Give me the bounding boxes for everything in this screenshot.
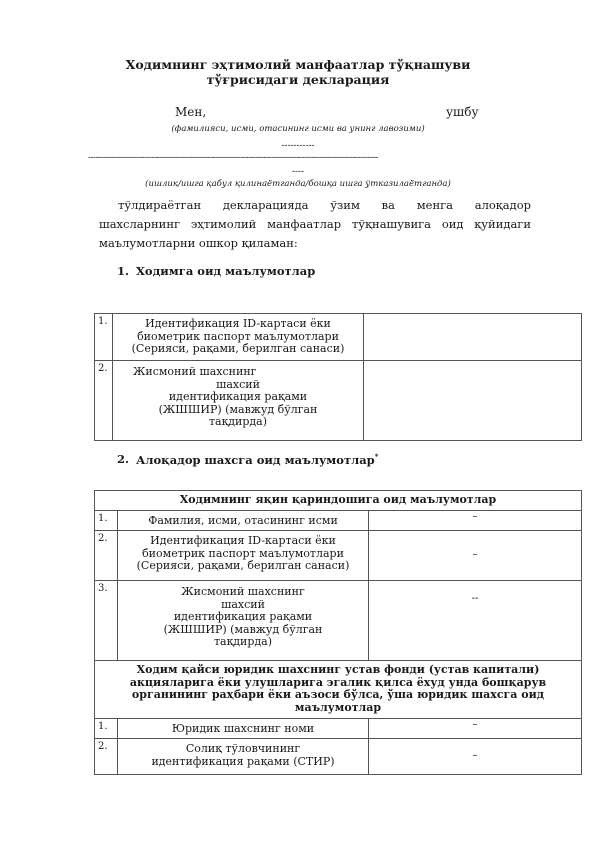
- row-number: 1.: [98, 316, 108, 327]
- cell-text: Жисмоний шахснинг: [133, 365, 257, 378]
- cell-text: Идентификация ID-картаси ёки: [145, 317, 331, 330]
- section1-number: 1.: [117, 264, 130, 278]
- table-row: [95, 739, 582, 775]
- cell-text: тақдирда): [208, 415, 268, 428]
- table-row: [95, 361, 582, 441]
- employee-info-table: [94, 313, 582, 441]
- cell-text: биометрик паспорт маълумотлари: [137, 329, 339, 343]
- paragraph-line1: тўлдираётган декларацияда ўзим ва менга алоқадор: [118, 198, 531, 212]
- legal-entity-header: Ходим қайси юридик шахснинг устав фонди (устав капитали) акцияларига ёки улушларига эгалик қилса ёхуд унда бошқарув органининг раҳбари ёки аъзоси бўлса, ўша юридик шахсга оид маълумотлар: [95, 661, 582, 719]
- paragraph-line2: шахсларнинг эҳтимолий манфаатлар тўқнашувига оид қуйидаги: [99, 217, 531, 231]
- row-number: 2.: [98, 363, 108, 374]
- value-cell[interactable]: –: [369, 511, 582, 531]
- table-header-row: [95, 661, 582, 719]
- cell-text: идентификация рақами (СТИР): [151, 754, 335, 768]
- value-cell[interactable]: [364, 361, 582, 441]
- cell-text: Фамилия, исми, отасининг исми: [148, 514, 338, 527]
- paragraph-line3: маълумотларни ошкор қиламан:: [99, 236, 298, 250]
- value-cell[interactable]: –: [369, 531, 582, 581]
- cell-text: тақдирда): [213, 635, 273, 648]
- footnote-mark: *: [374, 452, 379, 461]
- section2-heading: Алоқадор шахсга оид маълумотлар: [136, 452, 375, 467]
- table-row: [95, 719, 582, 739]
- table-row: [95, 511, 582, 531]
- hire-hint: (ишлик/ишга қабул қилинаётганда/бошқа ишга ўтказилаётганда): [145, 179, 451, 189]
- row-number: 1.: [98, 721, 108, 732]
- cell-text: шахсий: [221, 597, 265, 611]
- intro-men: Мен,: [175, 105, 207, 119]
- document-title-line1: Ходимнинг эҳтимолий манфаатлар тўқнашуви: [125, 57, 471, 72]
- cell-text: Жисмоний шахснинг: [181, 585, 305, 598]
- row-number: 3.: [98, 583, 108, 594]
- cell-text: Юридик шахснинг номи: [171, 722, 315, 735]
- cell-text: (ЖШШИР) (мавжуд бўлган: [163, 622, 323, 636]
- row-number: 1.: [98, 513, 108, 524]
- table-header-row: [95, 491, 582, 511]
- value-cell[interactable]: [364, 314, 582, 361]
- related-person-table: [94, 490, 582, 775]
- cell-text: (Серияси, рақами, берилган санаси): [131, 342, 345, 355]
- cell-text: идентификация рақами: [168, 390, 308, 403]
- section1-heading: Ходимга оид маълумотлар: [136, 264, 316, 278]
- long-dashes: ------------------------------------------------------------------------------------------------------------------: [88, 153, 378, 163]
- section2-number: 2.: [117, 452, 130, 466]
- cell-text: биометрик паспорт маълумотлари: [142, 546, 344, 560]
- row-number: 2.: [98, 741, 108, 752]
- cell-text: (Серияси, рақами, берилган санаси): [136, 559, 350, 572]
- value-cell[interactable]: –: [369, 719, 582, 739]
- document-title-line2: тўғрисидаги декларация: [206, 72, 390, 87]
- fio-hint: (фамилияси, исми, отасининг исми ва унинг лавозими): [171, 124, 425, 134]
- value-cell[interactable]: --: [369, 581, 582, 661]
- short-dashes: -----------: [281, 141, 315, 151]
- intro-ushbu: ушбу: [446, 105, 479, 119]
- table-row: [95, 581, 582, 661]
- cell-text: (ЖШШИР) (мавжуд бўлган: [158, 402, 318, 416]
- relatives-header: Ходимнинг яқин қариндошига оид маълумотлар: [95, 491, 582, 511]
- tail-dashes: ----: [291, 167, 305, 177]
- cell-text: Солиқ тўловчининг: [185, 742, 301, 755]
- cell-text: Идентификация ID-картаси ёки: [150, 534, 336, 547]
- cell-text: шахсий: [216, 377, 260, 391]
- value-cell[interactable]: –: [369, 739, 582, 775]
- cell-text: идентификация рақами: [173, 610, 313, 623]
- row-number: 2.: [98, 533, 108, 544]
- table-row: [95, 531, 582, 581]
- table-row: [95, 314, 582, 361]
